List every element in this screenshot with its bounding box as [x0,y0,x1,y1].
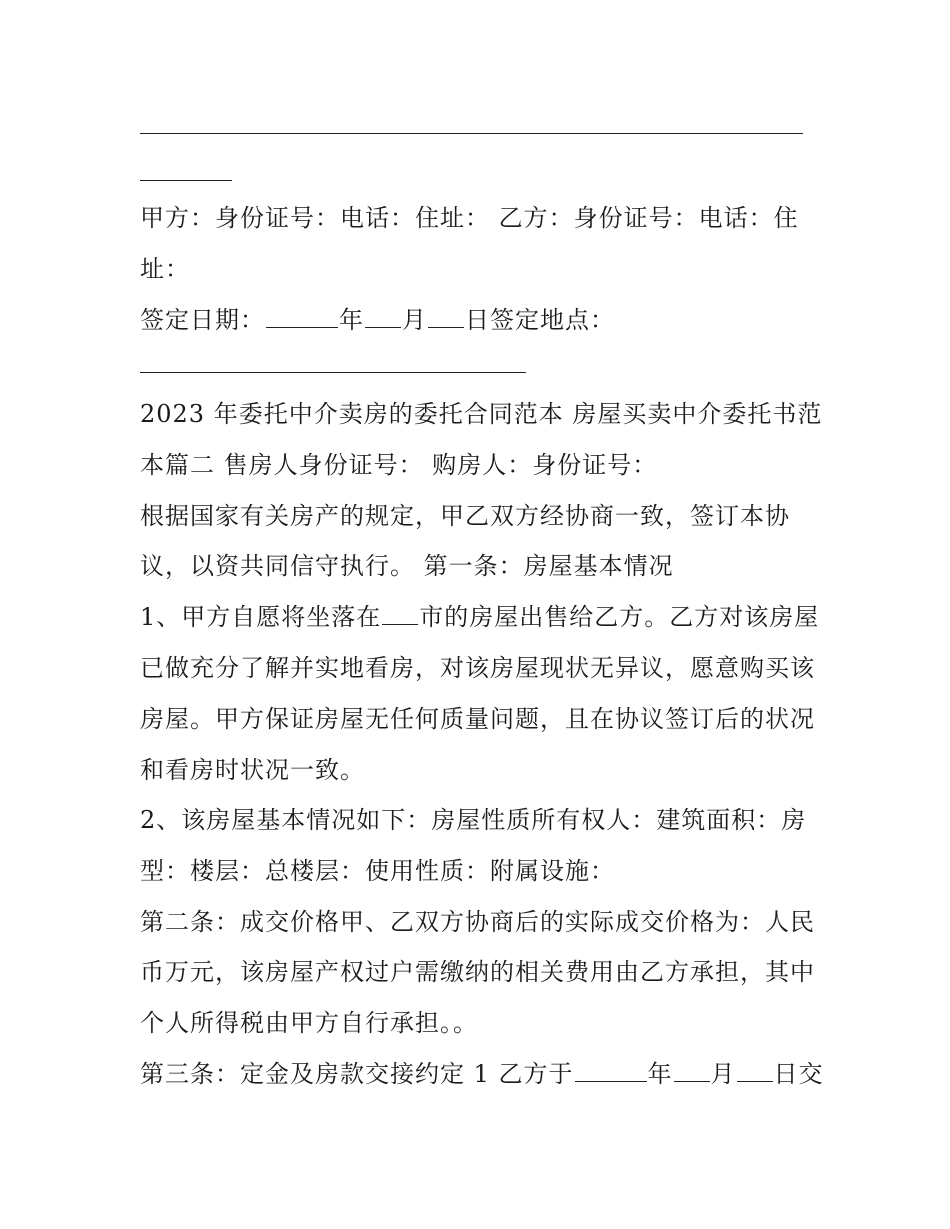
article-2-line-2: 币万元，该房屋产权过户需缴纳的相关费用由乙方承担，其中 [140,958,815,986]
month-blank [365,305,401,328]
article-3-line-1 [140,1058,824,1090]
article-2-line-3: 个人所得税由甲方自行承担。。 [140,1009,478,1037]
article-3-suffix: 日交 [773,1060,824,1088]
item-1-prefix: 1、甲方自愿将坐落在 [140,603,382,631]
item-1-line-3: 房屋。甲方保证房屋无任何质量问题，且在协议签订后的状况 [140,705,815,733]
signing-place-blank-rule [140,372,526,373]
title-line-2: 本篇二 售房人身份证号： 购房人：身份证号： [140,451,658,479]
day-blank [428,305,464,328]
article-3-month-blank [674,1059,710,1082]
item-2-line-2: 型：楼层：总楼层：使用性质：附属设施： [140,857,615,885]
article-3-day-blank [737,1059,773,1082]
title-line-1: 2023 年委托中介卖房的委托合同范本 房屋买卖中介委托书范 [140,400,823,428]
separator-rule-short [140,180,232,181]
day-and-place-label: 日签定地点： [465,306,615,334]
article-3-month-label: 月 [710,1060,736,1088]
article-2-line-1: 第二条：成交价格甲、乙双方协商后的实际成交价格为：人民 [140,908,815,936]
article-3-year-label: 年 [647,1060,673,1088]
month-label: 月 [402,306,427,334]
signing-date-label: 签定日期： [140,306,265,334]
item-2-line-1: 2、该房屋基本情况如下：房屋性质所有权人：建筑面积：房 [140,806,807,834]
party-info-line-1: 甲方：身份证号：电话：住址： 乙方：身份证号：电话：住 [140,204,799,232]
item-1-line-2: 已做充分了解并实地看房，对该房屋现状无异议，愿意购买该 [140,654,815,682]
article-3-prefix: 第三条：定金及房款交接约定 1 乙方于 [140,1060,574,1088]
article-3-year-blank [575,1059,647,1082]
item-1-line-4: 和看房时状况一致。 [140,756,365,784]
preamble-line-2: 议，以资共同信守执行。 第一条：房屋基本情况 [140,552,674,580]
separator-rule-long [140,133,803,134]
item-1-suffix: 市的房屋出售给乙方。乙方对该房屋 [419,603,820,631]
city-blank [382,602,418,625]
signing-date-line [140,304,615,336]
item-1-line-1 [140,601,819,633]
party-info-line-2: 址： [140,255,190,283]
year-blank [266,305,338,328]
year-label: 年 [339,306,364,334]
preamble-line-1: 根据国家有关房产的规定，甲乙双方经协商一致，签订本协 [140,502,790,530]
